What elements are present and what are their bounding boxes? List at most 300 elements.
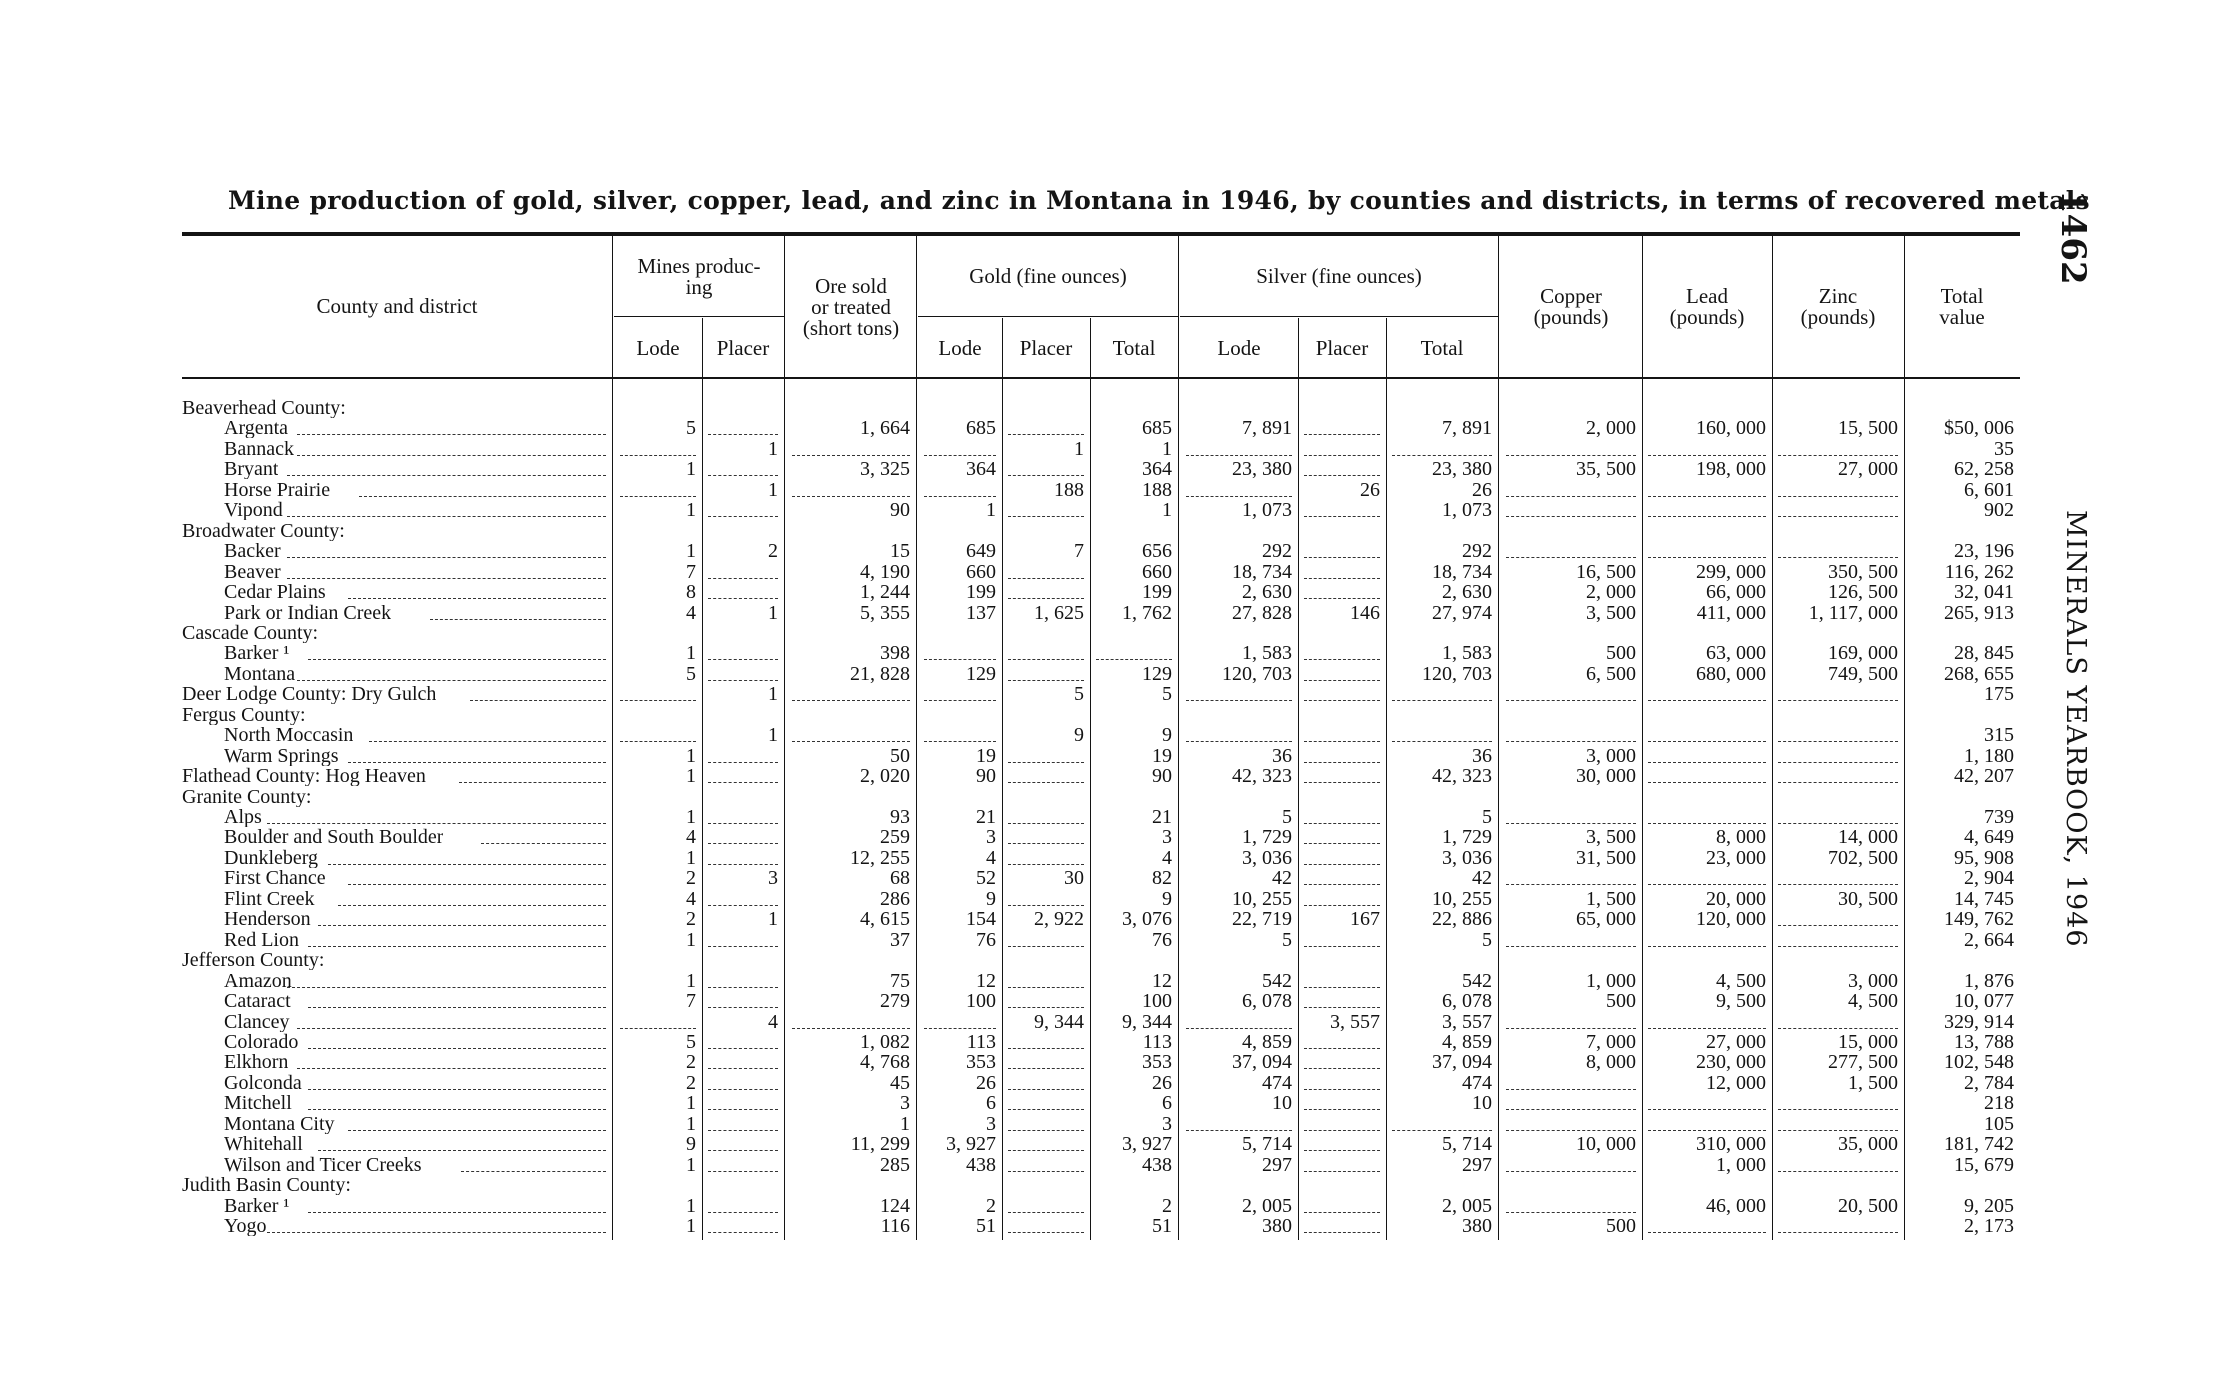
cell-mines-placer: 1: [768, 438, 778, 459]
empty-cell-dashes: [1648, 557, 1766, 558]
table-top-rule: [182, 232, 2020, 236]
cell-silver-total: 5: [1482, 807, 1492, 827]
cell-silver-lode: 1, 073: [1242, 500, 1292, 521]
empty-cell-dashes: [1008, 987, 1084, 988]
cell-copper: 500: [1606, 643, 1636, 664]
cell-gold-lode: 19: [976, 745, 996, 766]
cell-ore: 50: [890, 745, 910, 766]
cell-gold-total: 51: [1152, 1216, 1172, 1236]
cell-ore: 1: [900, 1113, 910, 1134]
leader-dots: [318, 1150, 606, 1151]
cell-total-value: 902: [1984, 500, 2014, 521]
empty-cell-dashes: [1008, 823, 1084, 824]
empty-cell-dashes: [1304, 884, 1380, 885]
empty-cell-dashes: [708, 762, 778, 763]
empty-cell-dashes: [1008, 1068, 1084, 1069]
district-name: Bryant: [224, 459, 279, 480]
empty-cell-dashes: [1506, 496, 1636, 497]
cell-gold-lode: 649: [966, 541, 996, 562]
empty-cell-dashes: [1304, 516, 1380, 517]
cell-silver-total: 23, 380: [1432, 459, 1492, 480]
column-rule: [1178, 236, 1179, 1240]
empty-cell-dashes: [1506, 455, 1636, 456]
leader-dots: [297, 1028, 606, 1029]
empty-cell-dashes: [1778, 1028, 1898, 1029]
cell-copper: 500: [1606, 991, 1636, 1012]
cell-silver-total: 4, 859: [1442, 1031, 1492, 1052]
district-name: Golconda: [224, 1072, 302, 1093]
empty-cell-dashes: [1008, 598, 1084, 599]
empty-cell-dashes: [620, 741, 696, 742]
header-silver-total: Total: [1420, 336, 1464, 360]
empty-cell-dashes: [1506, 946, 1636, 947]
cell-total-value: 1, 180: [1964, 745, 2014, 766]
empty-cell-dashes: [708, 680, 778, 681]
cell-ore: 259: [880, 827, 910, 848]
empty-cell-dashes: [708, 1048, 778, 1049]
cell-ore: 285: [880, 1154, 910, 1175]
empty-cell-dashes: [708, 782, 778, 783]
cell-silver-total: 292: [1462, 541, 1492, 562]
cell-gold-total: 1: [1162, 500, 1172, 521]
cell-copper: 10, 000: [1576, 1134, 1636, 1155]
cell-gold-total: 4: [1162, 847, 1172, 868]
cell-lead: 66, 000: [1706, 582, 1766, 603]
empty-cell-dashes: [1648, 700, 1766, 701]
district-name: Horse Prairie: [224, 479, 331, 500]
empty-cell-dashes: [1304, 680, 1380, 681]
empty-cell-dashes: [1008, 516, 1084, 517]
district-name: Alps: [224, 807, 262, 827]
empty-cell-dashes: [1304, 946, 1380, 947]
cell-gold-placer: 188: [1054, 479, 1084, 500]
empty-cell-dashes: [1008, 762, 1084, 763]
district-name: Flint Creek: [224, 888, 315, 909]
cell-lead: 1, 000: [1716, 1154, 1766, 1175]
empty-cell-dashes: [1008, 946, 1084, 947]
cell-silver-placer: 3, 557: [1330, 1011, 1380, 1032]
cell-silver-placer: 146: [1350, 602, 1380, 623]
cell-total-value: 42, 207: [1954, 766, 2014, 787]
cell-gold-placer: 7: [1074, 541, 1084, 562]
header-bottom-rule: [182, 377, 2020, 379]
leader-dots: [481, 843, 606, 844]
empty-cell-dashes: [1778, 823, 1898, 824]
cell-gold-lode: 4: [986, 847, 996, 868]
cell-zinc: 350, 500: [1828, 561, 1898, 582]
empty-cell-dashes: [1304, 578, 1380, 579]
cell-total-value: 265, 913: [1944, 602, 2014, 623]
leader-dots: [297, 455, 606, 456]
cell-zinc: 1, 117, 000: [1808, 602, 1898, 623]
cell-silver-total: 1, 583: [1442, 643, 1492, 664]
leader-dots: [297, 434, 606, 435]
leader-dots: [308, 1089, 606, 1090]
cell-silver-lode: 542: [1262, 970, 1292, 991]
leader-dots: [430, 619, 606, 620]
cell-silver-lode: 10: [1272, 1093, 1292, 1114]
cell-lead: 310, 000: [1696, 1134, 1766, 1155]
cell-total-value: 6, 601: [1964, 479, 2014, 500]
cell-gold-total: 438: [1142, 1154, 1172, 1175]
header-mines-producing: Mines produc- ing: [637, 254, 761, 299]
cell-gold-lode: 2: [986, 1195, 996, 1216]
empty-cell-dashes: [1008, 680, 1084, 681]
district-name: Vipond: [224, 500, 283, 521]
leader-dots: [267, 823, 606, 824]
cell-gold-placer: 2, 922: [1034, 909, 1084, 930]
district-name: Flathead County: Hog Heaven: [182, 766, 426, 787]
empty-cell-dashes: [620, 1028, 696, 1029]
empty-cell-dashes: [708, 1212, 778, 1213]
empty-cell-dashes: [1648, 1109, 1766, 1110]
cell-zinc: 4, 500: [1848, 991, 1898, 1012]
cell-gold-placer: 5: [1074, 684, 1084, 705]
cell-copper: 7, 000: [1586, 1031, 1636, 1052]
cell-copper: 2, 000: [1586, 582, 1636, 603]
cell-total-value: 15, 679: [1954, 1154, 2014, 1175]
empty-cell-dashes: [1008, 843, 1084, 844]
cell-ore: 11, 299: [850, 1134, 910, 1155]
cell-silver-total: 18, 734: [1432, 561, 1492, 582]
leader-dots: [287, 475, 606, 476]
district-name: Cataract: [224, 991, 291, 1012]
cell-silver-total: 27, 974: [1432, 602, 1492, 623]
cell-gold-lode: 113: [966, 1031, 996, 1052]
county-heading: Granite County:: [182, 786, 312, 807]
cell-lead: 198, 000: [1696, 459, 1766, 480]
cell-mines-lode: 7: [686, 561, 696, 582]
cell-mines-lode: 1: [686, 541, 696, 562]
leader-dots: [338, 905, 606, 906]
cell-total-value: $50, 006: [1944, 418, 2014, 439]
cell-zinc: 15, 500: [1838, 418, 1898, 439]
cell-silver-total: 6, 078: [1442, 991, 1492, 1012]
empty-cell-dashes: [1506, 1212, 1636, 1213]
page-title: Mine production of gold, silver, copper, lead, and zinc in Montana in 1946, by counties and districts, in terms of recovered metals: [228, 186, 2090, 215]
empty-cell-dashes: [792, 1028, 910, 1029]
district-name: Backer: [224, 541, 281, 562]
empty-cell-dashes: [708, 1232, 778, 1233]
header-gold-placer: Placer: [1019, 336, 1073, 360]
district-name: Colorado: [224, 1031, 299, 1052]
cell-silver-lode: 3, 036: [1242, 847, 1292, 868]
cell-gold-total: 353: [1142, 1052, 1172, 1073]
empty-cell-dashes: [1304, 905, 1380, 906]
cell-gold-total: 90: [1152, 766, 1172, 787]
cell-gold-lode: 199: [966, 582, 996, 603]
cell-total-value: 2, 173: [1964, 1216, 2014, 1236]
column-rule: [916, 236, 917, 1240]
cell-gold-lode: 660: [966, 561, 996, 582]
county-heading: Cascade County:: [182, 622, 319, 643]
cell-gold-total: 82: [1152, 868, 1172, 889]
empty-cell-dashes: [1778, 741, 1898, 742]
empty-cell-dashes: [1304, 782, 1380, 783]
cell-silver-lode: 4, 859: [1242, 1031, 1292, 1052]
empty-cell-dashes: [1304, 1130, 1380, 1131]
cell-lead: 160, 000: [1696, 418, 1766, 439]
cell-gold-lode: 76: [976, 929, 996, 950]
cell-zinc: 15, 000: [1838, 1031, 1898, 1052]
cell-gold-total: 76: [1152, 929, 1172, 950]
cell-silver-lode: 7, 891: [1242, 418, 1292, 439]
cell-silver-total: 26: [1472, 479, 1492, 500]
leader-dots: [308, 1007, 606, 1008]
empty-cell-dashes: [1304, 1089, 1380, 1090]
cell-ore: 45: [890, 1072, 910, 1093]
cell-copper: 2, 000: [1586, 418, 1636, 439]
empty-cell-dashes: [708, 434, 778, 435]
cell-mines-lode: 1: [686, 970, 696, 991]
cell-gold-total: 12: [1152, 970, 1172, 991]
header-silver-lode: Lode: [1217, 336, 1261, 360]
leader-dots: [297, 680, 606, 681]
empty-cell-dashes: [1778, 496, 1898, 497]
cell-gold-lode: 685: [966, 418, 996, 439]
cell-mines-placer: 2: [768, 541, 778, 562]
cell-total-value: 268, 655: [1944, 663, 2014, 684]
district-name: Elkhorn: [224, 1052, 289, 1073]
empty-cell-dashes: [708, 659, 778, 660]
cell-lead: 9, 500: [1716, 991, 1766, 1012]
mines-subrule: [614, 316, 784, 317]
cell-silver-lode: 2, 630: [1242, 582, 1292, 603]
cell-mines-lode: 4: [686, 827, 696, 848]
cell-mines-lode: 5: [686, 1031, 696, 1052]
cell-zinc: 749, 500: [1828, 663, 1898, 684]
cell-total-value: 175: [1984, 684, 2014, 705]
empty-cell-dashes: [1648, 823, 1766, 824]
cell-lead: 8, 000: [1716, 827, 1766, 848]
cell-silver-lode: 5, 714: [1242, 1134, 1292, 1155]
empty-cell-dashes: [792, 700, 910, 701]
leader-dots: [297, 1068, 606, 1069]
cell-total-value: 315: [1984, 725, 2014, 746]
cell-silver-lode: 380: [1262, 1216, 1292, 1236]
empty-cell-dashes: [1506, 884, 1636, 885]
empty-cell-dashes: [1778, 1130, 1898, 1131]
cell-silver-total: 42, 323: [1432, 766, 1492, 787]
cell-total-value: 739: [1984, 807, 2014, 827]
cell-lead: 46, 000: [1706, 1195, 1766, 1216]
cell-total-value: 4, 649: [1964, 827, 2014, 848]
empty-cell-dashes: [1392, 741, 1492, 742]
leader-dots: [348, 1130, 606, 1131]
empty-cell-dashes: [1008, 864, 1084, 865]
cell-zinc: 1, 500: [1848, 1072, 1898, 1093]
cell-ore: 93: [890, 807, 910, 827]
empty-cell-dashes: [1648, 762, 1766, 763]
cell-silver-total: 22, 886: [1432, 909, 1492, 930]
cell-copper: 500: [1606, 1216, 1636, 1236]
header-gold: Gold (fine ounces): [969, 264, 1127, 288]
cell-gold-total: 656: [1142, 541, 1172, 562]
cell-lead: 20, 000: [1706, 888, 1766, 909]
cell-total-value: 1, 876: [1964, 970, 2014, 991]
cell-lead: 27, 000: [1706, 1031, 1766, 1052]
cell-total-value: 218: [1984, 1093, 2014, 1114]
cell-ore: 3, 325: [860, 459, 910, 480]
empty-cell-dashes: [1304, 557, 1380, 558]
cell-silver-lode: 292: [1262, 541, 1292, 562]
cell-silver-lode: 6, 078: [1242, 991, 1292, 1012]
cell-gold-total: 19: [1152, 745, 1172, 766]
county-heading: Judith Basin County:: [182, 1175, 351, 1196]
cell-mines-lode: 2: [686, 868, 696, 889]
leader-dots: [459, 782, 606, 783]
cell-mines-lode: 1: [686, 929, 696, 950]
empty-cell-dashes: [1304, 1232, 1380, 1233]
cell-silver-lode: 37, 094: [1232, 1052, 1292, 1073]
cell-silver-lode: 2, 005: [1242, 1195, 1292, 1216]
empty-cell-dashes: [1304, 762, 1380, 763]
empty-cell-dashes: [708, 864, 778, 865]
cell-total-value: 102, 548: [1944, 1052, 2014, 1073]
empty-cell-dashes: [792, 496, 910, 497]
header-total-value: Total value: [1939, 284, 1985, 329]
cell-ore: 68: [890, 868, 910, 889]
cell-lead: 23, 000: [1706, 847, 1766, 868]
cell-gold-lode: 21: [976, 807, 996, 827]
cell-ore: 3: [900, 1093, 910, 1114]
empty-cell-dashes: [1778, 884, 1898, 885]
cell-zinc: 702, 500: [1828, 847, 1898, 868]
cell-mines-lode: 7: [686, 991, 696, 1012]
cell-ore: 4, 768: [860, 1052, 910, 1073]
cell-total-value: 2, 784: [1964, 1072, 2014, 1093]
cell-silver-total: 10, 255: [1432, 888, 1492, 909]
cell-total-value: 116, 262: [1944, 561, 2014, 582]
cell-silver-lode: 22, 719: [1232, 909, 1292, 930]
empty-cell-dashes: [1186, 496, 1292, 497]
cell-gold-total: 9, 344: [1122, 1011, 1172, 1032]
empty-cell-dashes: [1778, 700, 1898, 701]
cell-gold-total: 3: [1162, 1113, 1172, 1134]
cell-gold-total: 21: [1152, 807, 1172, 827]
cell-zinc: 126, 500: [1828, 582, 1898, 603]
leader-dots: [308, 946, 606, 947]
district-name: Deer Lodge County: Dry Gulch: [182, 684, 437, 705]
column-rule: [1498, 236, 1499, 1240]
empty-cell-dashes: [1008, 659, 1084, 660]
cell-silver-lode: 27, 828: [1232, 602, 1292, 623]
cell-zinc: 27, 000: [1838, 459, 1898, 480]
leader-dots: [287, 987, 606, 988]
empty-cell-dashes: [1778, 782, 1898, 783]
empty-cell-dashes: [1008, 1212, 1084, 1213]
empty-cell-dashes: [1778, 455, 1898, 456]
cell-mines-lode: 2: [686, 1052, 696, 1073]
empty-cell-dashes: [1778, 1232, 1898, 1233]
gold-subrule: [918, 316, 1178, 317]
empty-cell-dashes: [1506, 1028, 1636, 1029]
cell-mines-placer: 1: [768, 909, 778, 930]
cell-lead: 4, 500: [1716, 970, 1766, 991]
district-name: Amazon: [224, 970, 292, 991]
cell-silver-total: 474: [1462, 1072, 1492, 1093]
empty-cell-dashes: [708, 1171, 778, 1172]
header-lead: Lead (pounds): [1669, 284, 1745, 329]
cell-silver-lode: 1, 583: [1242, 643, 1292, 664]
cell-ore: 4, 190: [860, 561, 910, 582]
empty-cell-dashes: [1304, 700, 1380, 701]
empty-cell-dashes: [1506, 741, 1636, 742]
cell-silver-total: 36: [1472, 745, 1492, 766]
empty-cell-dashes: [1186, 741, 1292, 742]
cell-gold-total: 9: [1162, 888, 1172, 909]
cell-ore: 37: [890, 929, 910, 950]
cell-mines-placer: 1: [768, 684, 778, 705]
cell-gold-total: 685: [1142, 418, 1172, 439]
empty-cell-dashes: [1008, 782, 1084, 783]
leader-dots: [348, 598, 606, 599]
county-heading: Fergus County:: [182, 704, 306, 725]
empty-cell-dashes: [1392, 700, 1492, 701]
cell-silver-total: 5: [1482, 929, 1492, 950]
cell-gold-total: 100: [1142, 991, 1172, 1012]
cell-gold-lode: 6: [986, 1093, 996, 1114]
cell-gold-placer: 1: [1074, 438, 1084, 459]
empty-cell-dashes: [620, 455, 696, 456]
cell-mines-lode: 4: [686, 602, 696, 623]
cell-gold-total: 1, 762: [1122, 602, 1172, 623]
empty-cell-dashes: [1186, 1028, 1292, 1029]
empty-cell-dashes: [708, 516, 778, 517]
cell-total-value: 2, 904: [1964, 868, 2014, 889]
empty-cell-dashes: [1186, 455, 1292, 456]
empty-cell-dashes: [1778, 762, 1898, 763]
cell-silver-total: 380: [1462, 1216, 1492, 1236]
cell-mines-lode: 2: [686, 1072, 696, 1093]
cell-gold-lode: 129: [966, 663, 996, 684]
empty-cell-dashes: [1008, 1007, 1084, 1008]
header-silver-placer: Placer: [1315, 336, 1369, 360]
county-heading: Broadwater County:: [182, 520, 345, 541]
cell-copper: 31, 500: [1576, 847, 1636, 868]
empty-cell-dashes: [1648, 1130, 1766, 1131]
empty-cell-dashes: [1304, 475, 1380, 476]
cell-silver-lode: 5: [1282, 929, 1292, 950]
empty-cell-dashes: [1304, 1007, 1380, 1008]
district-name: First Chance: [224, 868, 326, 889]
cell-lead: 63, 000: [1706, 643, 1766, 664]
cell-silver-lode: 36: [1272, 745, 1292, 766]
empty-cell-dashes: [1648, 516, 1766, 517]
cell-zinc: 30, 500: [1838, 888, 1898, 909]
cell-total-value: 28, 845: [1954, 643, 2014, 664]
column-rule: [784, 236, 785, 1240]
cell-total-value: 105: [1984, 1113, 2014, 1134]
cell-gold-placer: 30: [1064, 868, 1084, 889]
empty-cell-dashes: [1008, 578, 1084, 579]
district-name: Barker ¹: [224, 1195, 290, 1216]
district-name: Red Lion: [224, 929, 299, 950]
empty-cell-dashes: [924, 741, 996, 742]
cell-mines-lode: 9: [686, 1134, 696, 1155]
cell-zinc: 169, 000: [1828, 643, 1898, 664]
cell-gold-total: 113: [1142, 1031, 1172, 1052]
cell-mines-placer: 3: [768, 868, 778, 889]
cell-ore: 75: [890, 970, 910, 991]
empty-cell-dashes: [1304, 434, 1380, 435]
empty-cell-dashes: [1304, 659, 1380, 660]
cell-mines-lode: 1: [686, 766, 696, 787]
leader-dots: [287, 578, 606, 579]
cell-copper: 6, 500: [1586, 663, 1636, 684]
empty-cell-dashes: [1186, 700, 1292, 701]
leader-dots: [308, 1048, 606, 1049]
